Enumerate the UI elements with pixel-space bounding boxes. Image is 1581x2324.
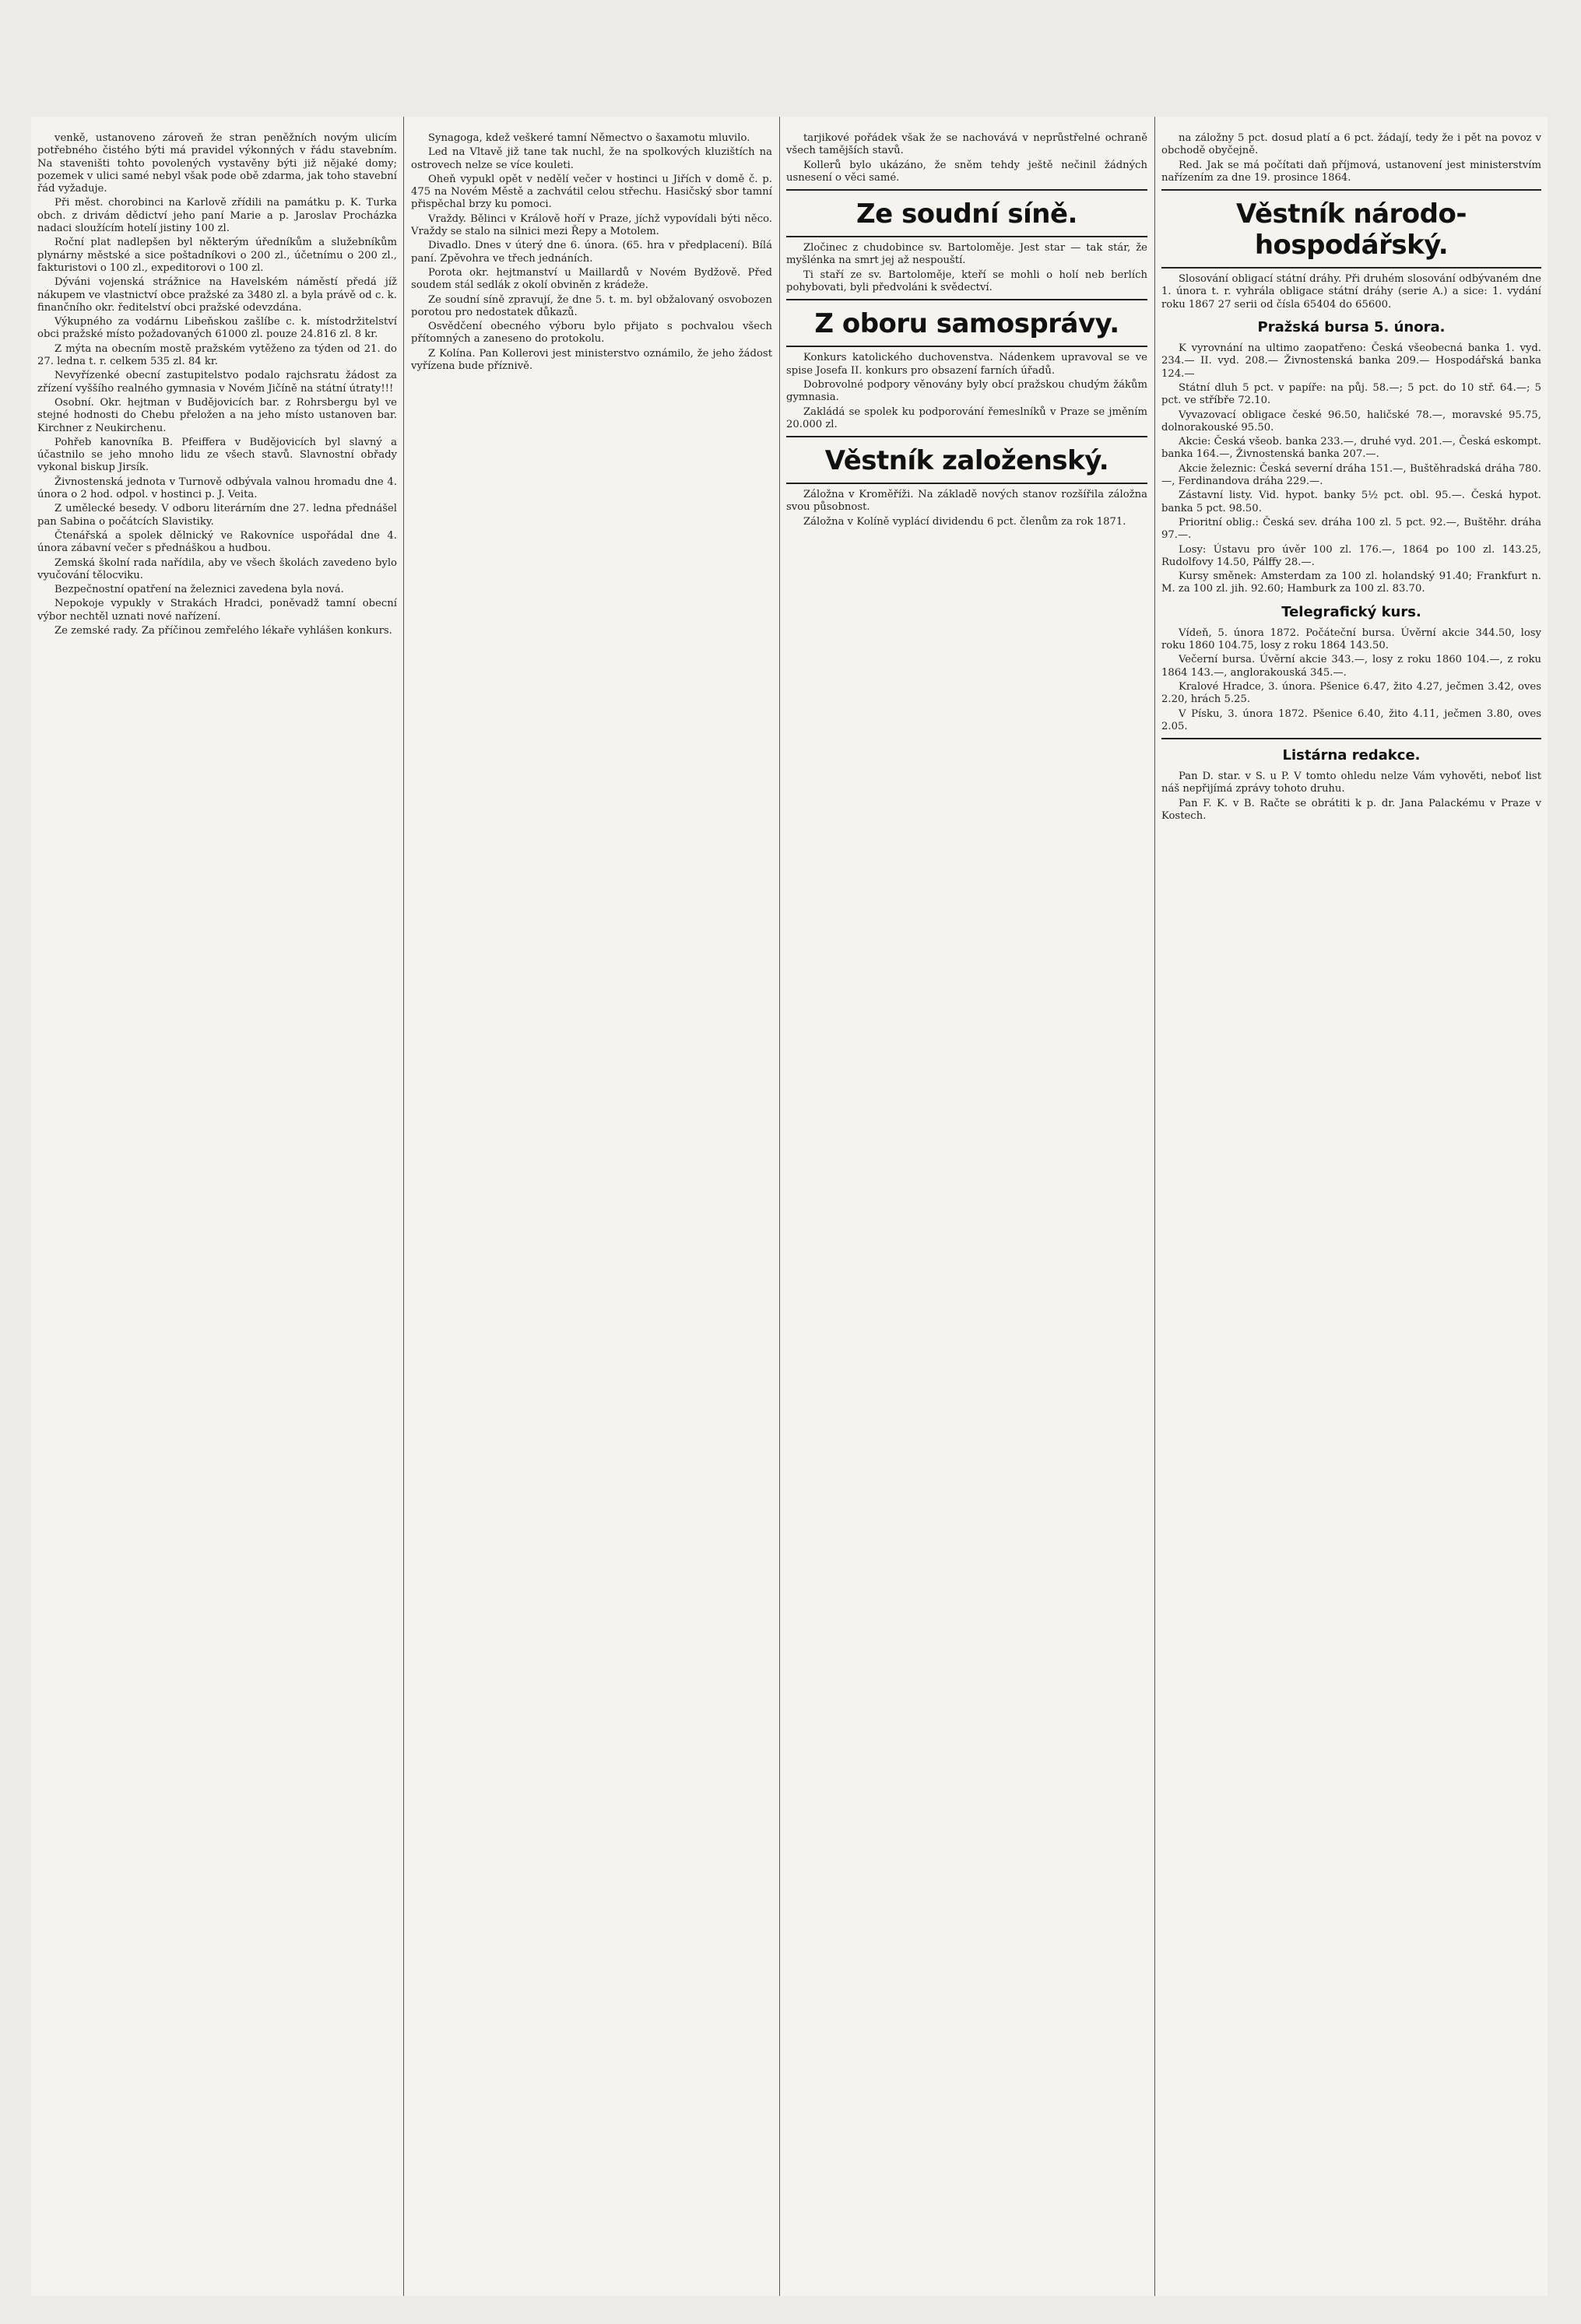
- column-1: [37, 132, 397, 2280]
- paragraph: Nepokoje vypukly v Strakách Hradci, poněvadž tamní obecní výbor nechtěl uznati nové nařízení.: [37, 598, 397, 623]
- paragraph: Kursy směnek: Amsterdam za 100 zl. holandský 91.40; Frankfurt n. M. za 100 zl. jih. 92.60; Hamburk za 100 zl. 83.70.: [1161, 570, 1541, 595]
- paragraph: Nevyřízenké obecní zastupitelstvo podalo rajchsratu žádost za zřízení vyššího realného gymnasia v Novém Jičíně na státní útraty!!!: [37, 370, 397, 395]
- section-heading-telegraficky-kurs: Telegrafický kurs.: [1281, 603, 1421, 620]
- paragraph: Zástavní listy. Vid. hypot. banky 5½ pct. obl. 95.—. Česká hypot. banka 5 pct. 98.50.: [1161, 490, 1541, 514]
- column-divider: [403, 117, 404, 2296]
- paragraph: Slosování obligací státní dráhy. Při druhém slosování odbývaném dne 1. února t. r. vyhrála obligace státní dráhy (serie A.) a sice: 1. vydání roku 1867 27 serii od čísla 65404 do 65600.: [1161, 273, 1541, 311]
- section-rule: [786, 236, 1147, 237]
- section-heading-vestnik-zalozensky: Věstník založenský.: [824, 445, 1109, 477]
- paragraph: Roční plat nadlepšen byl některým úředníkům a služebníkům plynárny městské a sice poštadníkovi o 200 zl., účetnímu o 200 zl., fakturistovi o 100 zl., expeditorovi o 100 zl.: [37, 237, 397, 274]
- paragraph: Ti staří ze sv. Bartoloměje, kteří se mohli o holí neb berlích pohybovati, byli předvoláni k svědectví.: [786, 269, 1147, 294]
- section-rule: [786, 189, 1147, 191]
- column-divider: [1154, 117, 1155, 2296]
- paragraph: Večerní bursa. Úvěrní akcie 343.—, losy z roku 1860 104.—, z roku 1864 143.—, anglorakouská 345.—.: [1161, 654, 1541, 679]
- paragraph: Vídeň, 5. února 1872. Počáteční bursa. Úvěrní akcie 344.50, losy roku 1860 104.75, losy z roku 1864 143.50.: [1161, 627, 1541, 652]
- section-rule: [786, 436, 1147, 437]
- newspaper-page: [31, 117, 1548, 2296]
- paragraph: Pan F. K. v B. Račte se obrátiti k p. dr. Jana Palackému v Praze v Kostech.: [1161, 797, 1541, 822]
- paragraph: Kollerů bylo ukázáno, že sněm tehdy ještě nečinil žádných usnesení o věci samé.: [786, 159, 1147, 184]
- paragraph: venkě, ustanoveno zároveň že stran peněžních novým ulicím potřebného čistého býti má pravidel výkonných v řádu stavebním. Na staveništi tohto povolených vystavěny býti již nějaké domy; pozemek v ulici samé nebyl však pode obě zdarma, jak toho stavební řád vyžaduje.: [37, 132, 397, 195]
- section-heading-vestnik-narodo: Věstník národo-hospodářský.: [1236, 198, 1467, 262]
- paragraph: Ze soudní síně zpravují, že dne 5. t. m. byl obžalovaný osvobozen porotou pro nedostatek důkazů.: [411, 293, 772, 318]
- paragraph: V Písku, 3. února 1872. Pšenice 6.40, žito 4.11, ječmen 3.80, oves 2.05.: [1161, 707, 1541, 732]
- section-rule: [1161, 738, 1541, 739]
- paragraph: Vraždy. Bělinci v Králově hoří v Praze, jíchž vypovídali býti něco. Vraždy se stalo na silnici mezi Řepy a Motolem.: [411, 212, 772, 238]
- paragraph: Ze zemské rady. Za příčinou zemřelého lékaře vyhlášen konkurs.: [54, 624, 392, 637]
- column-divider: [779, 117, 780, 2296]
- paragraph: Z Kolína. Pan Kollerovi jest ministerstvo oznámilo, že jeho žádost vyřízena bude příznivě.: [411, 347, 772, 373]
- column-4: [1161, 132, 1541, 2280]
- paragraph: K vyrovnání na ultimo zaopatřeno: Česká všeobecná banka 1. vyd. 234.— II. vyd. 208.— Živnostenská banka 209.— Hospodářská banka 124.—: [1161, 342, 1541, 380]
- paragraph: tarjikové pořádek však že se nachovává v neprůstřelné ochraně všech tamějších stavů.: [786, 132, 1147, 157]
- column-3: [786, 132, 1147, 2280]
- section-rule: [1161, 189, 1541, 191]
- paragraph: Z umělecké besedy. V odboru literárním dne 27. ledna přednášel pan Sabina o počátcích Slavistiky.: [37, 503, 397, 528]
- paragraph: Oheň vypukl opět v nedělí večer v hostinci u Jiřích v domě č. p. 475 na Novém Městě a zachvátil celou střechu. Hasičský sbor tamní přispěchal brzy ku pomoci.: [411, 173, 772, 211]
- paragraph: Osobní. Okr. hejtman v Budějovicích bar. z Rohrsbergu byl ve stejné hodnosti do Chebu přeložen a na jeho místo ustanoven bar. Kirchner z Neukirchenu.: [37, 396, 397, 434]
- section-heading-z-oboru: Z oboru samosprávy.: [814, 308, 1119, 340]
- section-heading-ze-soudni: Ze soudní síně.: [856, 198, 1077, 230]
- section-heading-prazska-bursa: Pražská bursa 5. února.: [1257, 319, 1446, 336]
- paragraph: Porota okr. hejtmanství u Maillardů v Novém Bydžově. Před soudem stál sedlák z okolí obviněn z krádeže.: [411, 266, 772, 292]
- paragraph: Losy: Ústavu pro úvěr 100 zl. 176.—, 1864 po 100 zl. 143.25, Rudolfovy 14.50, Pálffy 28.—.: [1161, 543, 1541, 568]
- section-heading-listarna: Listárna redakce.: [1282, 747, 1421, 764]
- paragraph: Pan D. star. v S. u P. V tomto ohledu nelze Vám vyhověti, neboť list náš nepřijímá zprávy tohoto druhu.: [1161, 771, 1541, 795]
- paragraph: Bezpečnostní opatření na železnici zavedena byla nová.: [54, 584, 344, 596]
- paragraph: Akcie: Česká všeob. banka 233.—, druhé vyd. 201.—, Česká eskompt. banka 164.—, Živnostenská banka 207.—.: [1161, 436, 1541, 461]
- paragraph: Záložna v Kolíně vyplácí dividendu 6 pct. členům za rok 1871.: [803, 515, 1126, 528]
- section-rule: [786, 346, 1147, 347]
- paragraph: Akcie železnic: Česká severní dráha 151.—, Buštěhradská dráha 780.—, Ferdinandova dráha 229.—.: [1161, 462, 1541, 488]
- paragraph: Konkurs katolického duchovenstva. Nádenkem upravoval se ve spise Josefa II. konkurs pro obsazení farních úřadů.: [786, 352, 1147, 377]
- section-rule: [786, 483, 1147, 484]
- paragraph: Zločinec z chudobince sv. Bartoloměje. Jest star — tak stár, že myšlénka na smrt jej až nespouští.: [786, 242, 1147, 267]
- paragraph: Red. Jak se má počítati daň příjmová, ustanovení jest ministerstvím nařízením za dne 19. prosince 1864.: [1161, 159, 1541, 184]
- section-rule: [1161, 267, 1541, 269]
- paragraph: Výkupného za vodárnu Libeňskou zašlíbe c. k. místodržitelství obci pražské místo požadovaných 61000 zl. pouze 24.816 zl. 8 kr.: [37, 316, 397, 341]
- paragraph: Čtenářská a spolek dělnický ve Rakovníce uspořádal dne 4. února zábavní večer s přednáškou a hudbou.: [37, 529, 397, 555]
- paragraph: Kralové Hradce, 3. února. Pšenice 6.47, žito 4.27, ječmen 3.42, oves 2.20, hrách 5.25.: [1161, 680, 1541, 706]
- paragraph: Živnostenská jednota v Turnově odbývala valnou hromadu dne 4. února o 2 hod. odpol. v hostinci p. J. Veita.: [37, 476, 397, 501]
- paragraph: Vyvazovací obligace české 96.50, haličské 78.—, moravské 95.75, dolnorakouské 95.50.: [1161, 409, 1541, 434]
- paragraph: Zemská školní rada nařídila, aby ve všech školách zavedeno bylo vyučování tělocviku.: [37, 556, 397, 581]
- paragraph: Synagoga, kdež veškeré tamní Němectvo o šaxamotu mluvilo.: [428, 132, 750, 144]
- paragraph: Při měst. chorobinci na Karlově zřídili na památku p. K. Turka obch. z drivám dědictví jeho paní Marie a p. Jaroslav Procházka nadaci sloužícím hotelí jistiny 100 zl.: [37, 197, 397, 235]
- paragraph: Prioritní oblig.: Česká sev. dráha 100 zl. 5 pct. 92.—, Buštěhr. dráha 97.—.: [1161, 516, 1541, 542]
- paragraph: Záložna v Kroměříži. Na základě nových stanov rozšířila záložna svou působnost.: [786, 489, 1147, 514]
- paragraph: Státní dluh 5 pct. v papíře: na půj. 58.—; 5 pct. do 10 stř. 64.—; 5 pct. ve stříbře 72.10.: [1161, 381, 1541, 407]
- column-2: [411, 132, 772, 2280]
- paragraph: Led na Vltavě již tane tak nuchl, že na spolkových kluzištích na ostrovech nelze se více kouleti.: [411, 146, 772, 171]
- paragraph: na záložny 5 pct. dosud platí a 6 pct. žádají, tedy že i pět na povoz v obchodě obyčejně.: [1161, 132, 1541, 157]
- paragraph: Pohřeb kanovníka B. Pfeiffera v Budějovicích byl slavný a účastnilo se jeho mnoho lidu ze všech stavů. Slavnostní obřady vykonal biskup Jirsík.: [37, 436, 397, 474]
- paragraph: Dobrovolné podpory věnovány byly obcí pražskou chudým žákům gymnasia.: [786, 378, 1147, 404]
- paragraph: Osvědčení obecného výboru bylo přijato s pochvalou všech přítomných a zaneseno do protokolu.: [411, 321, 772, 346]
- paragraph: Z mýta na obecním mostě pražském vytěženo za týden od 21. do 27. ledna t. r. celkem 535 zl. 84 kr.: [37, 342, 397, 368]
- section-rule: [786, 299, 1147, 300]
- paragraph: Dýváni vojenská strážnice na Havelském náměstí předá jíž nákupem ve vlastnictví obce pražské za 3480 zl. a byla právě od c. k. finančního okr. ředitelství obci pražské odevzdána.: [37, 276, 397, 314]
- paragraph: Divadlo. Dnes v úterý dne 6. února. (65. hra v předplacení). Bílá paní. Zpěvohra ve třech jednáních.: [411, 240, 772, 265]
- paragraph: Zakládá se spolek ku podporování řemeslníků v Praze se jměním 20.000 zl.: [786, 405, 1147, 430]
